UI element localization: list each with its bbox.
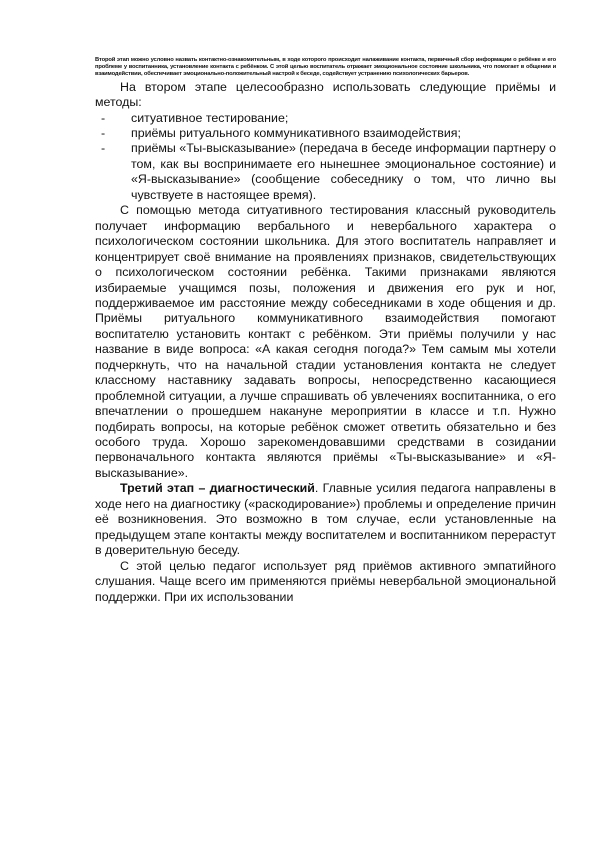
list-item-text: ситуативное тестирование; <box>131 110 289 125</box>
list-item <box>95 126 556 141</box>
list-marker: - <box>101 141 106 156</box>
third-stage-text: . Главные усилия педагога направлены в ходе него на диагностику («раскодирование») проблемы и определение причин её возникновения. Это возможно в том случае, если установленные на предыдущем этапе контакты между воспитателем и воспитанником перерастут в доверительную беседу. <box>95 481 556 558</box>
paragraph-empathic-listening: С этой целью педагог использует ряд приёмов активного эмпатийного слушания. Чаще всего им применяются приёмы невербальной эмоциональной поддержки. При их использовании <box>95 558 556 604</box>
document-page <box>95 57 556 605</box>
list-item-text: приёмы ритуального коммуникативного взаимодействия; <box>131 125 461 140</box>
methods-list <box>95 111 556 204</box>
intro-fragment: Второй этап можно условно назвать контактно-ознакомительным, в ходе которого происходит налаживание контакта, первичный сбор информации о ребёнке и его проблеме у воспитанника, установление контакта с ребёнком. С этой целью воспитатель отражает эмоциональное состояние школьника, что помогает в общении и взаимодействии, обеспечивает эмоционально-положительный настрой к беседе, содействует устранению психологических барьеров. <box>95 57 556 78</box>
paragraph-situational-testing: С помощью метода ситуативного тестирования классный руководитель получает информацию вербального и невербального характера о психологическом состоянии школьника. Для этого воспитатель направляет и концентрирует своё внимание на проявлениях признаков, свидетельствующих о психологическом состоянии ребёнка. Такими признаками являются избираемые учащимся позы, положения и движения его рук и ног, поддерживаемое им расстояние между собеседниками в ходе общения и др. Приёмы ритуального коммуникативного взаимодействия помогают воспитателю установить контакт с ребёнком. Эти приёмы получили у нас название в виде вопроса: «А какая сегодня погода?» Тем самым мы хотели подчеркнуть, что на начальной стадии установления контакта не следует классному наставнику задавать вопросы, непосредственно касающиеся проблемной ситуации, а лучше спрашивать об увлечениях воспитанника, о его впечатлении о прошедшем накануне мероприятии в классе и т.п. Нужно подбирать вопросы, на которые ребёнок сможет ответить обязательно и без особого труда. Хорошо зарекомендовавшими средствами в созидании первоначального контакта являются приёмы «Ты-высказывание» и «Я-высказывание». <box>95 203 556 480</box>
paragraph-second-stage: На втором этапе целесообразно использовать следующие приёмы и методы: <box>95 79 556 110</box>
list-item-text: приёмы «Ты-высказывание» (передача в беседе информации партнеру о том, как вы воспринимаете его нынешнее эмоциональное состояние) и «Я-высказывание» (сообщение собеседнику о том, что лично вы чувствуете в настоящее время). <box>131 141 556 202</box>
list-item <box>95 141 556 203</box>
third-stage-heading: Третий этап – диагностический <box>120 481 315 496</box>
paragraph-third-stage <box>95 481 556 558</box>
list-marker: - <box>101 125 106 140</box>
list-item <box>95 111 556 126</box>
list-marker: - <box>101 110 106 125</box>
